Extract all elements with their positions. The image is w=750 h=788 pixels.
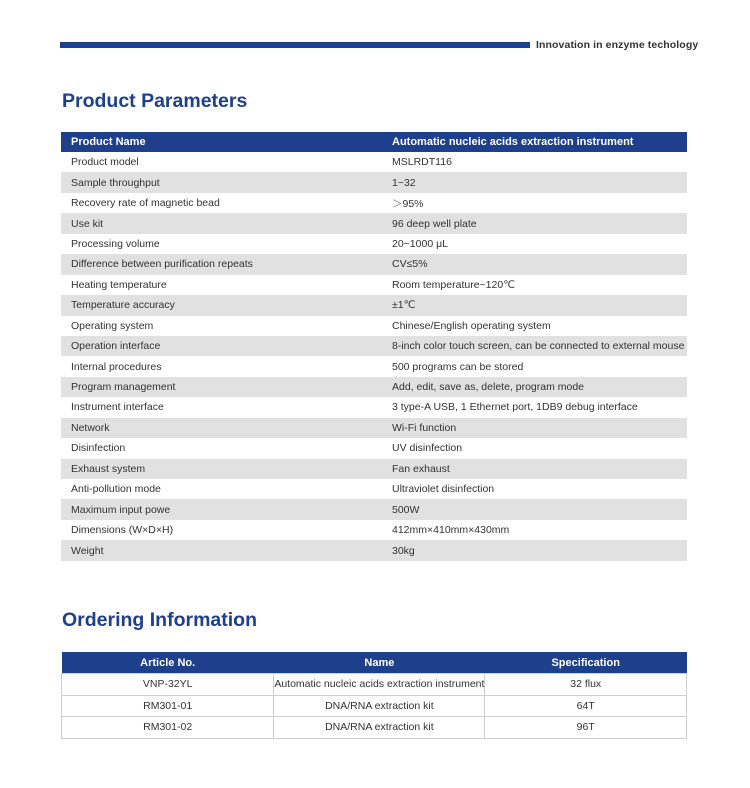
column-header: Specification [485,652,687,674]
table-row [61,356,687,376]
parameter-value: ±1℃ [382,295,687,315]
table-header-row [62,652,687,674]
parameter-name: Operating system [71,319,154,332]
table-row [61,336,687,356]
column-header: Automatic nucleic acids extraction instrument [382,132,687,152]
column-header: Name [274,652,485,674]
article-no: RM301-02 [62,717,274,739]
column-header: Product Name [61,132,382,152]
table-row [62,695,687,717]
parameter-value: 8-inch color touch screen, can be connected to external mouse [382,336,687,356]
table-row [61,459,687,479]
header-accent-bar [60,42,530,48]
parameter-name: Exhaust system [61,459,382,479]
parameter-name: Operation interface [61,336,382,356]
parameter-value: Add, edit, save as, delete, program mode [382,377,687,397]
parameter-value: UV disinfection [392,442,463,455]
parameter-name: Recovery rate of magnetic bead [71,197,220,210]
parameter-value: Chinese/English operating system [392,319,551,332]
specification: 32 flux [485,674,687,696]
parameter-value: CV≤5% [382,254,687,274]
parameter-value: Room temperature~120℃ [392,278,515,291]
parameter-value: Wi-Fi function [382,418,687,438]
parameter-value: 500W [382,499,687,519]
table-row [61,418,687,438]
parameter-value: ＞95% [392,197,424,210]
table-row [61,254,687,274]
ordering-information-title: Ordering Information [62,609,257,631]
product-name: DNA/RNA extraction kit [274,695,485,717]
table-row [61,540,687,560]
table-row [61,172,687,192]
table-row [61,499,687,519]
parameter-name: Use kit [61,213,382,233]
parameter-name: Instrument interface [71,401,164,414]
parameter-value: 500 programs can be stored [392,360,524,373]
parameter-name: Heating temperature [71,278,167,291]
product-name: DNA/RNA extraction kit [274,717,485,739]
parameter-value: Ultraviolet disinfection [392,483,495,496]
column-header: Article No. [62,652,274,674]
parameter-name: Internal procedures [71,360,162,373]
table-row [61,479,687,499]
parameter-name: Temperature accuracy [61,295,382,315]
parameter-name: Difference between purification repeats [61,254,382,274]
table-row [62,717,687,739]
specification: 64T [485,695,687,717]
product-parameters-table [61,132,687,561]
parameter-value: 412mm×410mm×430mm [392,524,510,537]
parameter-name: Dimensions (W×D×H) [71,524,174,537]
parameter-value: 3 type-A USB, 1 Ethernet port, 1DB9 debug interface [392,401,638,414]
article-no: RM301-01 [62,695,274,717]
table-row [62,674,687,696]
parameter-name: Network [61,418,382,438]
specification: 96T [485,717,687,739]
parameter-name: Product model [71,156,139,169]
product-name: Automatic nucleic acids extraction instrument [274,674,485,696]
table-row [61,193,687,213]
parameter-name: Disinfection [71,442,126,455]
parameter-value: 1~32 [382,172,687,192]
parameter-value: 96 deep well plate [382,213,687,233]
table-row [61,295,687,315]
parameter-name: Maximum input powe [61,499,382,519]
table-row [61,397,687,417]
parameter-value: Fan exhaust [382,459,687,479]
parameter-value: 20~1000 μL [392,237,448,250]
parameter-name: Anti-pollution mode [71,483,161,496]
table-row [61,520,687,540]
tagline: Innovation in enzyme techology [536,39,699,51]
table-row [61,213,687,233]
parameter-name: Program management [61,377,382,397]
parameter-name: Processing volume [71,237,160,250]
table-row [61,438,687,458]
parameter-value: 30kg [382,540,687,560]
parameter-name: Sample throughput [61,172,382,192]
ordering-information-table [61,652,687,739]
product-parameters-title: Product Parameters [62,90,248,112]
table-row [61,275,687,295]
table-row [61,316,687,336]
parameter-value: MSLRDT116 [392,156,452,169]
table-header-row [61,132,687,152]
article-no: VNP-32YL [62,674,274,696]
table-row [61,377,687,397]
table-row [61,152,687,172]
table-row [61,234,687,254]
parameter-name: Weight [61,540,382,560]
